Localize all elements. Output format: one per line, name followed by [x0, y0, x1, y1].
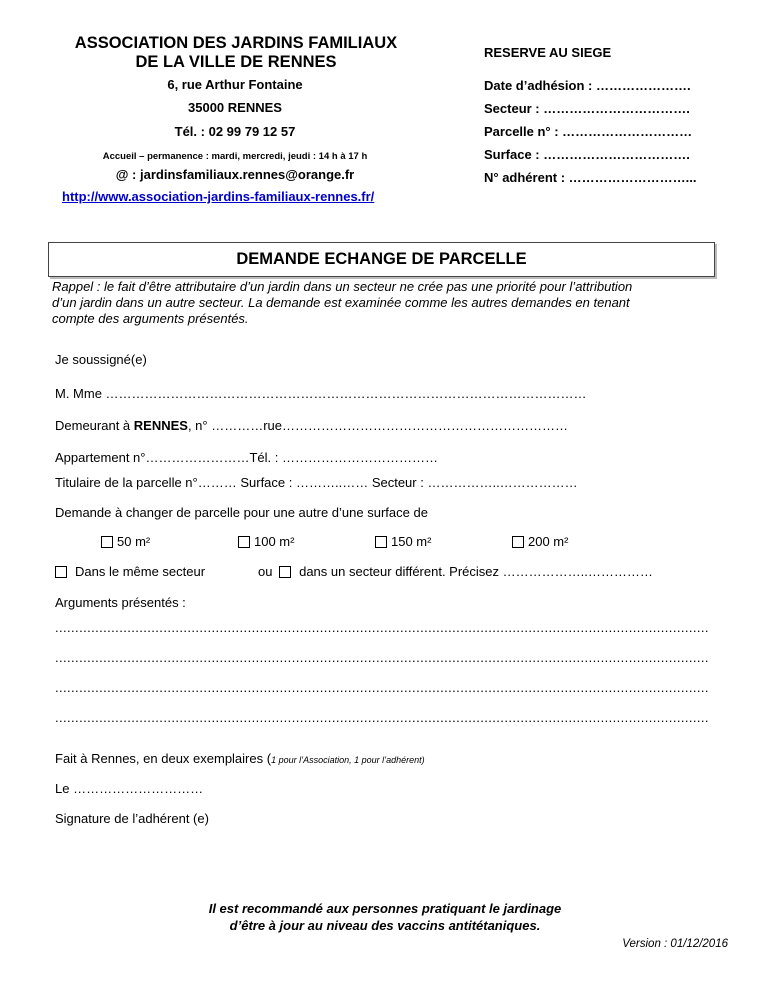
- surface-request-label: Demande à changer de parcelle pour une autre d’une surface de: [55, 505, 428, 520]
- current-parcel-field[interactable]: Titulaire de la parcelle n°……… Surface : ………..…… Secteur : ……………..………………: [55, 475, 578, 490]
- recommendation-line-2: d’être à jour au niveau des vaccins antitétaniques.: [229, 918, 541, 933]
- arguments-line-3[interactable]: ...................................................................................................................................................................: [55, 680, 709, 695]
- date-adhesion-field: Date d’adhésion : ………………….: [484, 78, 691, 93]
- address-prefix: Demeurant à: [55, 418, 134, 433]
- recommendation-line-1: Il est recommandé aux personnes pratiquant le jardinage: [208, 901, 562, 916]
- other-sector-label: dans un secteur différent. Précisez ………………..……………: [299, 564, 653, 579]
- place-statement-text: Fait à Rennes, en deux exemplaires (: [55, 751, 272, 766]
- option-200m2[interactable]: [512, 534, 568, 549]
- or-label: ou: [258, 564, 273, 579]
- soussigne-label: Je soussigné(e): [55, 352, 147, 367]
- surface-field: Surface : …………………………….: [484, 147, 690, 162]
- name-field[interactable]: M. Mme …………………………………………………………………………………………………: [55, 386, 587, 401]
- address: 6, rue Arthur Fontaine: [167, 77, 303, 92]
- rappel-line-2: d’un jardin dans un autre secteur. La demande est examinée comme les autres demandes en tenant: [52, 295, 630, 310]
- checkbox-200m2[interactable]: [512, 536, 524, 548]
- arguments-line-1[interactable]: ...................................................................................................................................................................: [55, 620, 709, 635]
- apartment-phone-field[interactable]: Appartement n°……………………Tél. : ………………………………: [55, 450, 438, 465]
- parcelle-field: Parcelle n° : …………………………: [484, 124, 693, 139]
- address-field[interactable]: [55, 418, 568, 433]
- address-city: RENNES: [133, 418, 188, 433]
- place-statement: [55, 751, 425, 766]
- option-50m2-label: 50 m²: [117, 534, 151, 549]
- arguments-line-2[interactable]: ...................................................................................................................................................................: [55, 650, 709, 665]
- form-title: DEMANDE ECHANGE DE PARCELLE: [236, 250, 527, 268]
- vaccine-recommendation: [150, 900, 620, 934]
- reserve-title: RESERVE AU SIEGE: [484, 45, 612, 60]
- email: @ : jardinsfamiliaux.rennes@orange.fr: [115, 167, 355, 182]
- website-link[interactable]: http://www.association-jardins-familiaux-rennes.fr/: [62, 189, 375, 204]
- option-150m2-label: 150 m²: [391, 534, 432, 549]
- option-same-sector[interactable]: [55, 564, 205, 579]
- checkbox-other-sector[interactable]: [279, 566, 291, 578]
- address-rest: , n° …………rue…………………………………………………………: [187, 418, 569, 433]
- rappel-line-1: Rappel : le fait d’être attributaire d’un jardin dans un secteur ne crée pas une priorité pour l’attribution: [52, 279, 633, 294]
- checkbox-50m2[interactable]: [101, 536, 113, 548]
- option-100m2-label: 100 m²: [254, 534, 295, 549]
- copies-note: 1 pour l’Association, 1 pour l’adhérent): [271, 755, 425, 765]
- same-sector-label: Dans le même secteur: [75, 564, 206, 579]
- option-50m2[interactable]: [101, 534, 150, 549]
- option-150m2[interactable]: [375, 534, 431, 549]
- association-name: [52, 34, 420, 72]
- checkbox-same-sector[interactable]: [55, 566, 67, 578]
- rappel-notice: [52, 279, 722, 327]
- association-name-line2: DE LA VILLE DE RENNES: [135, 53, 337, 71]
- phone: Tél. : 02 99 79 12 57: [174, 124, 296, 139]
- opening-hours: Accueil – permanence : mardi, mercredi, jeudi : 14 h à 17 h: [102, 151, 368, 162]
- date-field[interactable]: Le …………………………: [55, 781, 204, 796]
- option-200m2-label: 200 m²: [528, 534, 569, 549]
- association-name-line1: ASSOCIATION DES JARDINS FAMILIAUX: [74, 34, 398, 52]
- adherent-number-field: N° adhérent : ………………………...: [484, 170, 697, 185]
- arguments-line-4[interactable]: ...................................................................................................................................................................: [55, 710, 709, 725]
- signature-label: Signature de l’adhérent (e): [55, 811, 209, 826]
- version-label: Version : 01/12/2016: [622, 938, 728, 950]
- arguments-label: Arguments présentés :: [55, 595, 186, 610]
- checkbox-100m2[interactable]: [238, 536, 250, 548]
- checkbox-150m2[interactable]: [375, 536, 387, 548]
- option-100m2[interactable]: [238, 534, 294, 549]
- secteur-field: Secteur : …………………………….: [484, 101, 690, 116]
- city: 35000 RENNES: [188, 100, 282, 115]
- rappel-line-3: compte des arguments présentés.: [52, 311, 249, 326]
- option-other-sector[interactable]: [258, 564, 653, 579]
